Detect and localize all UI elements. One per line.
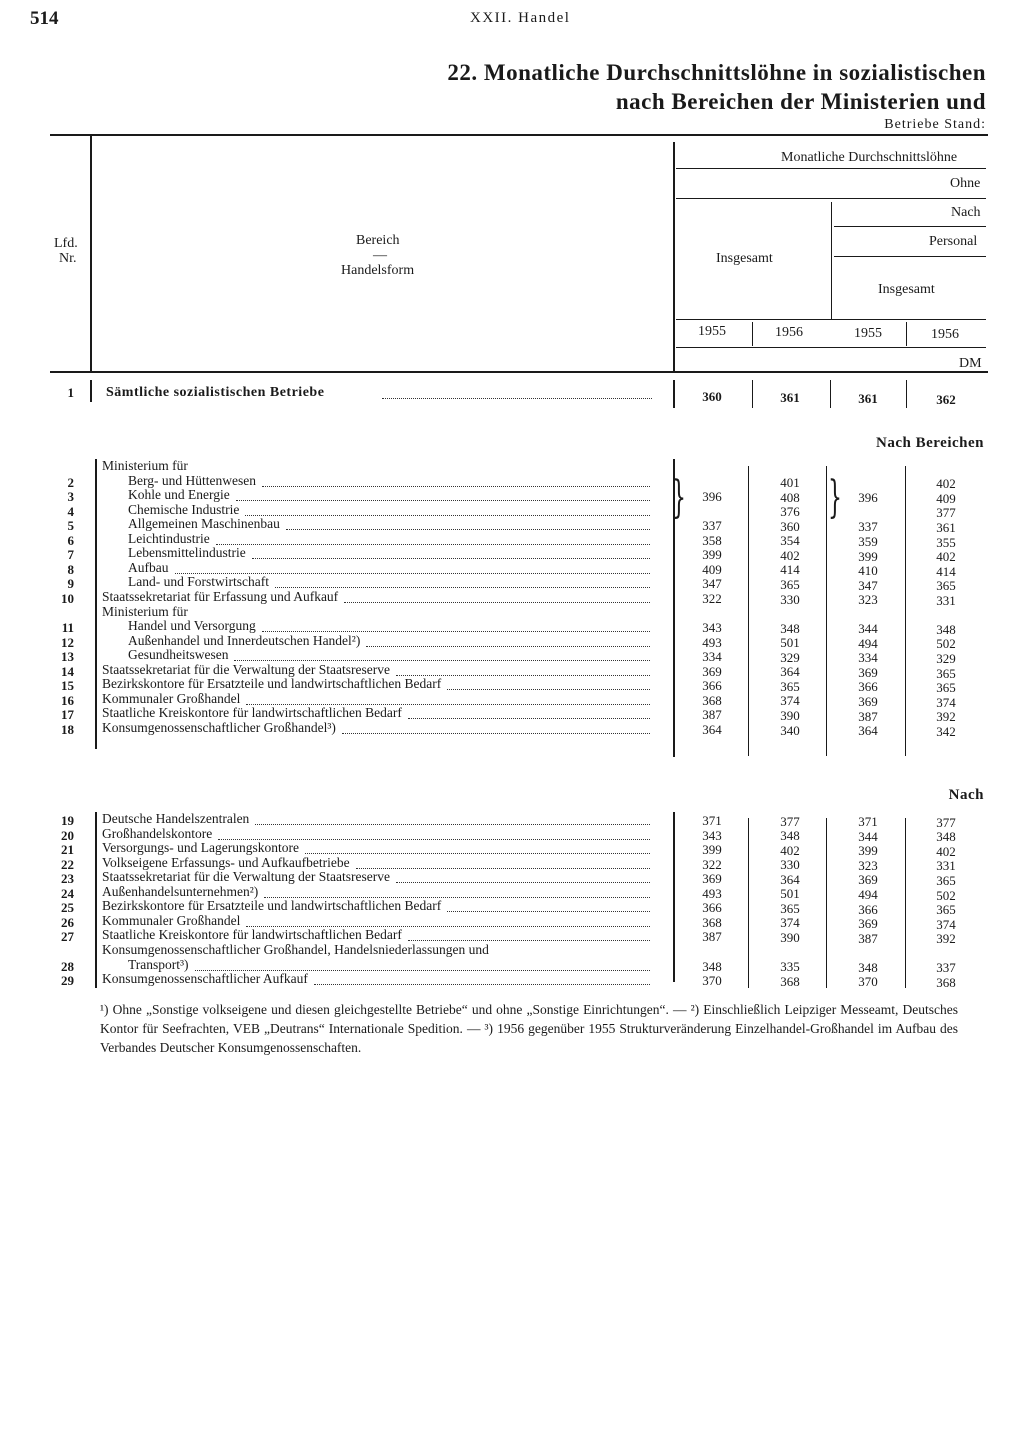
row-value: 502: [936, 636, 956, 652]
row-value: 402: [936, 843, 956, 859]
running-head: XXII. Handel: [470, 10, 571, 26]
row-number: 9: [67, 576, 74, 592]
group2-sep0: [673, 812, 675, 982]
header-rule-c: [834, 226, 986, 227]
total-row-leader: [382, 398, 652, 399]
row-value: 348: [780, 620, 800, 636]
row-label: Volkseigene Erfassungs- und Aufkaufbetriebe: [102, 854, 350, 870]
ohne-column-divider: [831, 202, 832, 319]
group1-sep1: [748, 466, 749, 756]
row-label: Konsumgenossenschaftlicher Großhandel³): [102, 719, 336, 735]
row-value: 399: [702, 842, 722, 858]
header-handelsform: Handelsform: [341, 263, 415, 278]
row-value: 365: [936, 578, 956, 594]
group2-left-bar: [95, 812, 97, 988]
row-value: 348: [936, 829, 956, 845]
total-value-4: 362: [936, 392, 956, 407]
header-rule-years: [676, 319, 986, 320]
row-value: 502: [936, 887, 956, 903]
row-number: 14: [61, 663, 74, 679]
row-value: 348: [936, 621, 956, 637]
total-row-sep0: [673, 380, 675, 408]
row-value: 347: [858, 577, 878, 593]
row-label: Handel und Versorgung: [128, 618, 256, 634]
row-number: 10: [61, 590, 74, 606]
row-leader-dots: [255, 824, 650, 825]
row-number: 5: [67, 518, 74, 534]
row-value: 354: [780, 533, 800, 549]
row-number: 8: [67, 561, 74, 577]
row-number: 20: [61, 827, 74, 843]
row-number: 17: [61, 707, 74, 723]
row-label: Leichtindustrie: [128, 530, 210, 546]
row-label: Staatliche Kreiskontore für landwirtschaftlichen Bedarf: [102, 705, 402, 721]
row-number: 11: [61, 620, 74, 636]
brace-rows-2-4-a: }: [672, 472, 686, 523]
row-label: Ministerium für: [102, 603, 188, 619]
header-rule-b: [676, 198, 986, 199]
header-nr: Nr.: [59, 251, 77, 266]
table-title-line2: nach Bereichen der Ministerien und: [615, 89, 986, 114]
brace-rows-2-4-b: }: [828, 472, 842, 523]
row-value: 366: [858, 901, 878, 917]
row-value: 374: [780, 693, 800, 709]
row-leader-dots: [396, 882, 650, 883]
row-label: Konsumgenossenschaftlicher Großhandel, Handelsniederlassungen und: [102, 941, 489, 957]
row-value: 344: [858, 828, 878, 844]
row-number: 2: [67, 474, 74, 490]
total-row-label: Sämtliche sozialistischen Betriebe: [106, 385, 325, 400]
row-value: 494: [858, 635, 878, 651]
row-label: Kommunaler Großhandel: [102, 690, 241, 706]
row-value: 369: [858, 694, 878, 709]
row-label: Land- und Forstwirtschaft: [128, 574, 269, 590]
row-value: 414: [936, 563, 956, 579]
row-number: 23: [61, 871, 74, 887]
row-leader-dots: [366, 646, 650, 647]
header-dash: —: [373, 248, 387, 263]
row-label: Transport³): [128, 956, 189, 972]
row-value: 387: [858, 930, 878, 946]
total-row-sep3: [906, 380, 907, 408]
row-leader-dots: [252, 558, 650, 559]
row-value: 374: [936, 694, 956, 710]
row-value: 390: [780, 707, 800, 723]
row-number: 12: [61, 634, 74, 650]
row-number: 3: [67, 489, 74, 505]
row-value: 365: [936, 680, 956, 696]
table-title-line3: Betriebe Stand:: [884, 117, 986, 132]
row-value: 396: [702, 489, 722, 505]
row-value: 374: [780, 915, 800, 931]
row-value: 331: [936, 592, 956, 608]
row-label: Aufbau: [128, 559, 169, 575]
row-number: 21: [61, 842, 74, 858]
year-divider-1: [752, 322, 753, 346]
row-value: 402: [780, 547, 800, 563]
row-label: Kohle und Energie: [128, 487, 230, 503]
row-value: 335: [780, 959, 800, 975]
row-value: 370: [702, 973, 722, 989]
row-value: 322: [702, 856, 722, 872]
row-value: 414: [780, 562, 800, 578]
row-label: Kommunaler Großhandel: [102, 912, 241, 928]
row-number: 22: [61, 856, 74, 872]
row-value: 366: [858, 679, 878, 695]
row-label: Staatssekretariat für die Verwaltung der Staatsreserve: [102, 661, 391, 677]
header-insgesamt-ohne: Insgesamt: [878, 282, 935, 297]
row-label: Bezirkskontore für Ersatzteile und landwirtschaftlichen Bedarf: [102, 898, 442, 914]
row-leader-dots: [356, 868, 650, 869]
row-value: 331: [936, 858, 956, 874]
row-value: 410: [858, 563, 878, 579]
group2-sep1: [748, 818, 749, 988]
row-value: 365: [936, 665, 956, 681]
row-value: 322: [702, 590, 722, 606]
total-value-1: 360: [702, 389, 722, 404]
row-value: 343: [702, 827, 722, 843]
row-value: 374: [936, 916, 956, 932]
row-value: 409: [936, 490, 956, 506]
row-value: 365: [780, 678, 800, 694]
row-value: 365: [936, 902, 956, 918]
row-value: 340: [780, 722, 800, 738]
header-rule-unit: [676, 347, 986, 348]
header-unit: DM: [959, 356, 982, 371]
row-number: 16: [61, 692, 74, 708]
row-value: 368: [702, 914, 722, 930]
row-value: 377: [936, 814, 956, 830]
row-value: 402: [936, 476, 956, 492]
row-value: 358: [702, 532, 722, 548]
row-value: 359: [858, 533, 878, 549]
row-value: 343: [702, 620, 722, 636]
row-value: 392: [936, 931, 956, 947]
row-label: Deutsche Handelszentralen: [102, 811, 250, 826]
nr-column-divider: [90, 136, 92, 371]
row-leader-dots: [342, 733, 650, 734]
row-value: 387: [858, 708, 878, 724]
row-value: 342: [936, 723, 956, 739]
row-value: 366: [702, 678, 722, 694]
row-value: 348: [702, 958, 722, 974]
total-row-bar: [90, 380, 92, 402]
row-leader-dots: [262, 486, 650, 487]
row-value: 337: [858, 519, 878, 535]
header-year-1: 1955: [698, 324, 726, 339]
year-divider-2: [906, 322, 907, 346]
row-value: 399: [858, 548, 878, 564]
row-value: 364: [858, 723, 878, 739]
total-row-sep1: [752, 380, 753, 408]
row-value: 329: [936, 650, 956, 666]
row-value: 368: [936, 974, 956, 990]
row-number: 18: [61, 721, 74, 737]
row-label: Bezirkskontore für Ersatzteile und landwirtschaftlichen Bedarf: [102, 676, 442, 692]
row-number: 27: [61, 929, 74, 945]
row-value: 330: [780, 857, 800, 873]
group2-sep3: [905, 818, 906, 988]
header-bereich: Bereich: [356, 233, 400, 248]
row-label: Staatssekretariat für die Verwaltung der Staatsreserve: [102, 869, 391, 885]
row-value: 360: [780, 518, 800, 534]
row-value: 368: [780, 973, 800, 989]
section-heading-nach: Nach: [948, 787, 984, 803]
row-value: 494: [858, 886, 878, 902]
row-leader-dots: [216, 544, 650, 545]
row-value: 369: [858, 664, 878, 680]
row-value: 365: [936, 873, 956, 888]
header-group-label: Monatliche Durchschnittslöhne: [781, 150, 958, 165]
row-value: 387: [702, 707, 722, 723]
header-lfd: Lfd.: [54, 236, 78, 251]
row-value: 493: [702, 634, 722, 650]
row-value: 347: [702, 576, 722, 592]
row-number: 28: [61, 958, 74, 974]
row-value: 365: [780, 577, 800, 592]
header-rule-a: [676, 168, 986, 169]
header-ohne: Ohne: [950, 176, 981, 191]
header-year-4: 1956: [931, 327, 959, 342]
group1-sep2: [826, 466, 827, 756]
table-title-line1: 22. Monatliche Durchschnittslöhne in sozialistischen: [447, 60, 986, 85]
row-value: 365: [780, 900, 800, 916]
row-value: 387: [702, 929, 722, 945]
row-value: 364: [780, 871, 800, 887]
header-personal: Personal: [929, 234, 978, 249]
row-value: 334: [858, 650, 878, 666]
row-value: 368: [702, 692, 722, 708]
row-value: 402: [936, 549, 956, 565]
row-leader-dots: [447, 689, 650, 690]
header-rule-d: [834, 256, 986, 257]
row-label: Staatliche Kreiskontore für landwirtschaftlichen Bedarf: [102, 927, 402, 943]
row-label: Berg- und Hüttenwesen: [128, 472, 256, 488]
row-number: 24: [61, 885, 74, 901]
row-number: 26: [61, 914, 74, 930]
row-label: Versorgungs- und Lagerungskontore: [102, 840, 299, 856]
row-label: Ministerium für: [102, 458, 188, 473]
header-bottom-rule: [50, 371, 988, 373]
row-leader-dots: [305, 853, 650, 854]
total-row-sep2: [830, 380, 831, 408]
row-value: 323: [858, 857, 878, 873]
row-value: 348: [780, 828, 800, 844]
row-value: 330: [780, 591, 800, 607]
header-nach: Nach: [951, 205, 981, 220]
header-year-3: 1955: [854, 326, 882, 341]
row-number: 15: [61, 678, 74, 694]
row-label: Konsumgenossenschaftlicher Aufkauf: [102, 971, 308, 987]
row-value: 329: [780, 649, 800, 665]
row-leader-dots: [314, 984, 650, 985]
row-leader-dots: [447, 911, 650, 912]
row-value: 371: [702, 813, 722, 828]
row-leader-dots: [236, 500, 650, 501]
group1-left-bar: [95, 459, 97, 749]
row-number: 29: [61, 973, 74, 989]
row-leader-dots: [344, 602, 650, 603]
row-value: 501: [780, 886, 800, 902]
table-top-rule: [50, 134, 988, 136]
section-heading-bereichen: Nach Bereichen: [876, 435, 984, 451]
row-value: 501: [780, 635, 800, 651]
row-value: 392: [936, 709, 956, 725]
row-value: 337: [936, 960, 956, 976]
page-number: 514: [30, 8, 59, 29]
total-value-3: 361: [858, 391, 878, 406]
row-value: 334: [702, 649, 722, 665]
row-value: 364: [702, 721, 722, 737]
row-number: 13: [61, 649, 74, 665]
row-value: 376: [780, 504, 800, 520]
row-label: Außenhandelsunternehmen²): [102, 883, 259, 899]
row-label: Großhandelskontore: [102, 825, 213, 841]
row-leader-dots: [408, 718, 650, 719]
row-leader-dots: [245, 515, 650, 516]
row-value: 377: [780, 813, 800, 829]
row-value: 323: [858, 592, 878, 608]
footnote: ¹) Ohne „Sonstige volkseigene und diesen gleichgestellte Betriebe“ und ohne „Sonstige Einrichtungen“. — ²) Einschließlich Leipziger Messeamt, Deutsches Kontor für Seefrachten, VEB „Deutrans“ Internationale Spedition. — ³) 1956 gegenüber 1955 Strukturveränderung Einzelhandel-Großhandel im Aufbau des Verbandes Deutscher Konsumgenossenschaften.: [100, 1002, 958, 1055]
row-value: 408: [780, 489, 800, 505]
row-value: 390: [780, 930, 800, 945]
row-value: 369: [858, 872, 878, 888]
row-number: 7: [67, 547, 74, 563]
values-column-divider: [673, 142, 675, 371]
row-value: 369: [858, 916, 878, 932]
row-value: 396: [858, 490, 878, 506]
row-label: Chemische Industrie: [128, 501, 240, 517]
header-year-2: 1956: [775, 325, 803, 340]
row-value: 369: [702, 871, 722, 887]
row-value: 377: [936, 505, 956, 521]
row-label: Staatssekretariat für Erfassung und Aufkauf: [102, 588, 339, 604]
row-value: 493: [702, 885, 722, 901]
row-value: 366: [702, 900, 722, 916]
row-label: Allgemeinen Maschinenbau: [128, 516, 280, 532]
row-label: Gesundheitswesen: [128, 647, 229, 663]
row-value: 337: [702, 518, 722, 534]
total-value-2: 361: [780, 390, 800, 405]
row-value: 355: [936, 534, 956, 550]
row-label: Außenhandel und Innerdeutschen Handel²): [128, 632, 361, 648]
group1-sep3: [905, 466, 906, 756]
row-number: 6: [67, 532, 74, 548]
row-value: 399: [702, 547, 722, 563]
row-value: 371: [858, 814, 878, 830]
row-value: 399: [858, 843, 878, 859]
header-insgesamt: Insgesamt: [716, 251, 773, 266]
group2-sep2: [826, 818, 827, 988]
row-value: 401: [780, 475, 800, 491]
row-value: 344: [858, 621, 878, 637]
row-value: 409: [702, 561, 722, 577]
row-value: 369: [702, 663, 722, 679]
row-number: 19: [61, 813, 74, 828]
row-value: 348: [858, 959, 878, 975]
row-value: 402: [780, 842, 800, 858]
row-value: 364: [780, 664, 800, 680]
total-row-nr: 1: [67, 385, 74, 400]
row-label: Lebensmittelindustrie: [128, 545, 246, 561]
row-number: 25: [61, 900, 74, 916]
row-leader-dots: [286, 529, 650, 530]
row-value: 361: [936, 520, 956, 535]
row-value: 370: [858, 974, 878, 990]
row-number: 4: [67, 503, 74, 519]
